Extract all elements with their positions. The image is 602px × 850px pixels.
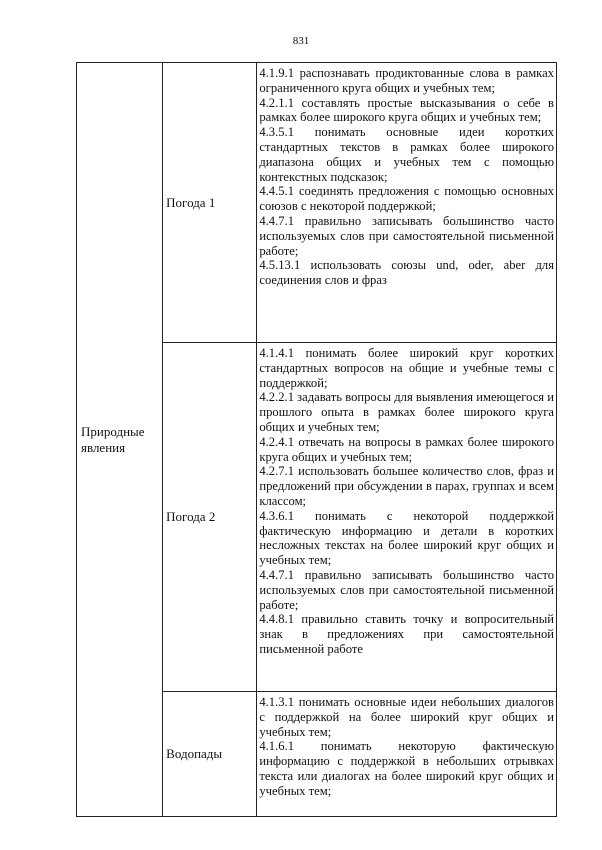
objective-item: 4.4.7.1 правильно записывать большинство часто используемых слов при самостоятельной письменной работе; xyxy=(259,213,554,258)
objective-item: 4.1.3.1 понимать основные идеи небольших диалогов с поддержкой на более широкий круг общих и учебных тем; xyxy=(259,695,554,739)
objectives-cell xyxy=(257,63,557,343)
subtopic-cell: Погода 1 xyxy=(163,63,257,343)
objective-item: 4.4.5.1 соединять предложения с помощью основных союзов с некоторой поддержкой; xyxy=(259,184,554,214)
objective-item: 4.4.8.1 правильно ставить точку и вопросительный знак в предложениях при самостоятельной письменной работе xyxy=(259,612,554,656)
page-number: 831 xyxy=(292,35,310,47)
objective-item: 4.1.9.1 распознавать продиктованные слова в рамках ограниченного круга общих и учебных тем; xyxy=(259,66,554,95)
objective-item: 4.3.5.1 понимать основные идеи коротких стандартных текстов в рамках более широкого диапазона общих и учебных тем с помощью контекстных подсказок; xyxy=(259,125,554,184)
objective-item: 4.4.7.1 правильно записывать большинство часто используемых слов при самостоятельной письменной работе; xyxy=(259,567,554,612)
objective-item: 4.2.2.1 задавать вопросы для выявления имеющегося и прошлого опыта в рамках более широкого круга общих и учебных тем; xyxy=(259,390,554,434)
objectives-cell xyxy=(257,343,557,692)
topic-line-1: Природные xyxy=(81,423,145,439)
objective-item: 4.1.6.1 понимать некоторую фактическую информацию с поддержкой в небольших отрывках текста или диалогах на более широкий круг общих и учебных тем; xyxy=(259,739,554,798)
objectives-cell xyxy=(257,692,557,817)
topic-line-2: явления xyxy=(81,439,126,455)
subtopic-cell: Погода 2 xyxy=(163,343,257,692)
objective-item: 4.3.6.1 понимать с некоторой поддержкой фактическую информацию и детали в коротких несложных текстах на более широкий круг общих и учебных тем; xyxy=(259,508,554,568)
topic-cell xyxy=(77,63,163,817)
objective-item: 4.2.7.1 использовать большее количество слов, фраз и предложений при обсуждении в парах, группах и всем классом; xyxy=(259,464,554,508)
objective-item: 4.2.1.1 составлять простые высказывания о себе в рамках более широкого круга общих и учебных тем; xyxy=(259,95,554,125)
table-row xyxy=(77,63,557,343)
curriculum-table xyxy=(76,62,557,817)
objective-item: 4.1.4.1 понимать более широкий круг коротких стандартных вопросов на общие и учебные темы с поддержкой; xyxy=(259,346,554,390)
subtopic-cell: Водопады xyxy=(163,692,257,817)
objective-item: 4.5.13.1 использовать союзы und, oder, aber для соединения слов и фраз xyxy=(259,258,554,288)
objective-item: 4.2.4.1 отвечать на вопросы в рамках более широкого круга общих и учебных тем; xyxy=(259,434,554,464)
